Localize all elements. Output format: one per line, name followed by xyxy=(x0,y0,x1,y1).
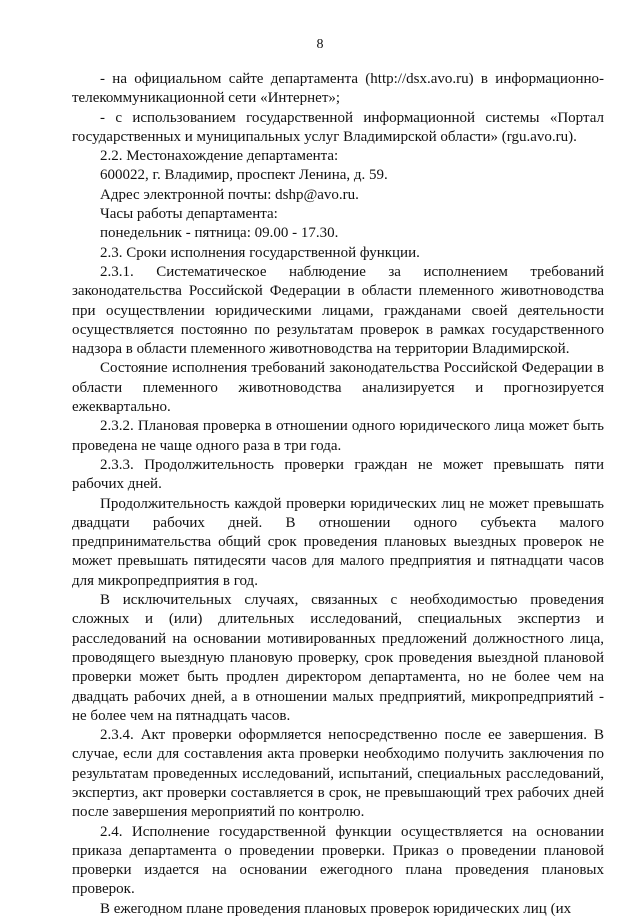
paragraph-2-3-3: 2.3.3. Продолжительность проверки граждан не может превышать пяти рабочих дней. xyxy=(72,456,604,493)
paragraph-annual-plan: В ежегодном плане проведения плановых проверок юридических лиц (их xyxy=(100,900,572,917)
page-number: 8 xyxy=(316,37,324,52)
paragraph-location-heading: 2.2. Местонахождение департамента: xyxy=(100,148,339,165)
paragraph-2-4: 2.4. Исполнение государственной функции осуществляется на основании приказа департамента о проведении проверки. Приказ о проведении плановой проверки издается на основании ежегодного плана проведения плановых проверок. xyxy=(72,823,604,898)
paragraph-exceptional-cases: В исключительных случаях, связанных с необходимостью проведения сложных и (или) длительных исследований, специальных экспертиз и расследований на основании мотивированных предложений должностного лица, проводящего выездную плановую проверку, срок проведения выездной плановой проверки может быть продлен директором департамента, но не более чем на двадцать рабочих дней, а в отношении малых предприятий, микропредприятий - не более чем на пятнадцать часов. xyxy=(72,592,604,724)
paragraph-hours: понедельник - пятница: 09.00 - 17.30. xyxy=(100,225,339,242)
document-body xyxy=(72,70,604,919)
paragraph-2-3-1: 2.3.1. Систематическое наблюдение за исполнением требований законодательства Российской Федерации в области племенного животноводства при осуществлении юридическими лицами, гражданами своей деятельности осуществляется постоянно по результатам проверок в рамках государственного надзора в области племенного животноводства на территории Владимирской. xyxy=(72,263,604,358)
paragraph-email: Адрес электронной почты: dshp@avo.ru. xyxy=(100,186,359,203)
paragraph-inspection-duration: Продолжительность каждой проверки юридических лиц не может превышать двадцати рабочих дней. В отношении одного субъекта малого предпринимательства общий срок проведения плановых выездных проверок не может превышать пятидесяти часов для малого предприятия и пятнадцати часов для микропредприятия в год. xyxy=(72,495,604,589)
paragraph-website: - на официальном сайте департамента (http://dsx.avo.ru) в информационно-телекоммуникационной сети «Интернет»; xyxy=(72,71,604,107)
paragraph-deadlines-heading: 2.3. Сроки исполнения государственной функции. xyxy=(100,244,420,261)
paragraph-2-3-4: 2.3.4. Акт проверки оформляется непосредственно после ее завершения. В случае, если для составления акта проверки необходимо получить заключения по результатам проведенных исследований, испытаний, специальных расследований, экспертиз, акт проверки составляется в срок, не превышающий трех рабочих дней после завершения мероприятий по контролю. xyxy=(72,727,604,821)
paragraph-2-3-2: 2.3.2. Плановая проверка в отношении одного юридического лица может быть проведена не чаще одного раза в три года. xyxy=(72,418,604,454)
paragraph-compliance-state: Состояние исполнения требований законодательства Российской Федерации в области племенного животноводства анализируется и прогнозируется ежеквартально. xyxy=(72,360,604,416)
paragraph-hours-heading: Часы работы департамента: xyxy=(100,206,278,223)
paragraph-address: 600022, г. Владимир, проспект Ленина, д. 59. xyxy=(100,167,388,184)
paragraph-portal: - с использованием государственной информационной системы «Портал государственных и муниципальных услуг Владимирской области» (rgu.avo.ru). xyxy=(72,109,604,145)
